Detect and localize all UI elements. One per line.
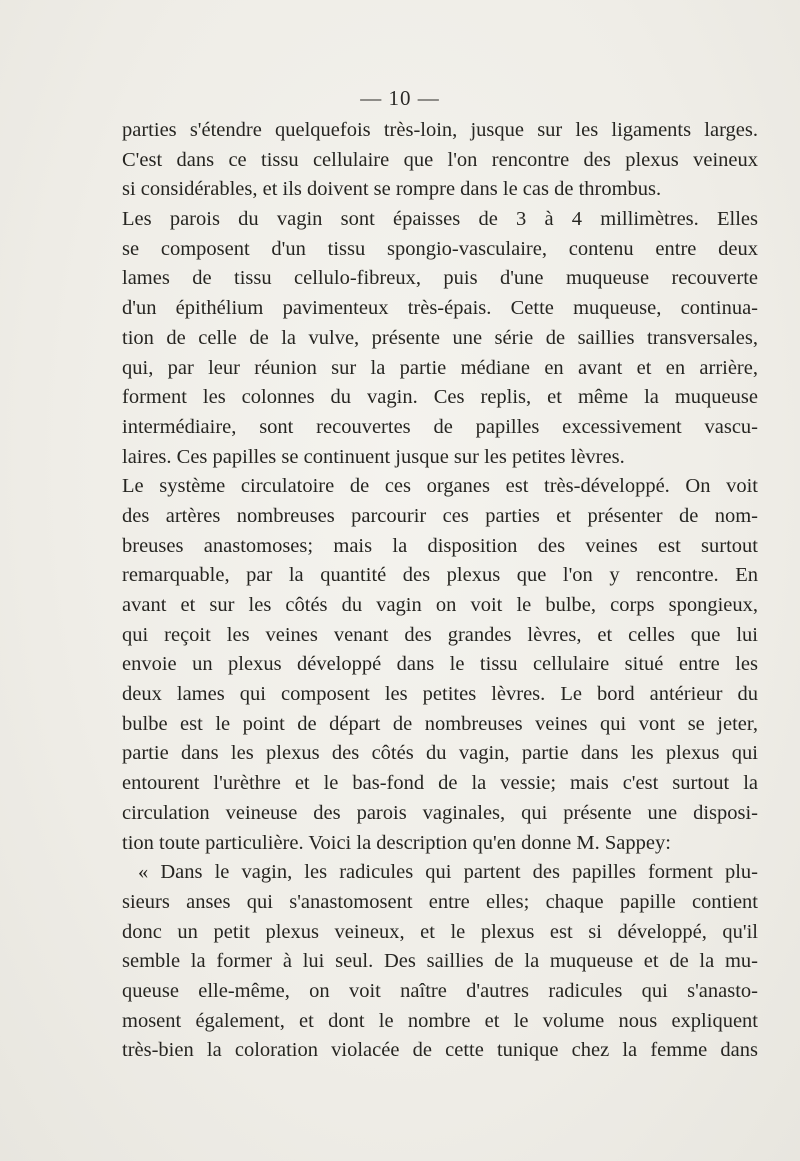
- text-line: mosent également, et dont le nombre et le volume nous expliquent: [122, 1009, 758, 1032]
- text-line: envoie un plexus développé dans le tissu cellulaire situé entre les: [122, 653, 758, 676]
- text-line: si considérables, et ils doivent se rompre dans le cas de thrombus.: [122, 178, 662, 201]
- text-line: laires. Ces papilles se continuent jusque sur les petites lèvres.: [122, 445, 625, 468]
- text-line: C'est dans ce tissu cellulaire que l'on rencontre des plexus veineux: [122, 148, 758, 171]
- text-line: Les parois du vagin sont épaisses de 3 à 4 millimètres. Elles: [122, 208, 758, 231]
- page-number: — 10 —: [360, 86, 440, 110]
- text-line: bulbe est le point de départ de nombreuses veines qui vont se jeter,: [122, 712, 758, 735]
- text-line: Le système circulatoire de ces organes est très-développé. On voit: [122, 475, 758, 498]
- text-line: remarquable, par la quantité des plexus que l'on y rencontre. En: [122, 564, 758, 587]
- text-line: avant et sur les côtés du vagin on voit le bulbe, corps spongieux,: [122, 594, 758, 616]
- text-line: qui, par leur réunion sur la partie médiane en avant et en arrière,: [122, 356, 758, 379]
- text-line: queuse elle-même, on voit naître d'autres radicules qui s'anasto-: [122, 979, 758, 1002]
- text-line: des artères nombreuses parcourir ces parties et présenter de nom-: [122, 504, 758, 527]
- text-line: breuses anastomoses; mais la disposition des veines est surtout: [122, 534, 758, 557]
- text-line: parties s'étendre quelquefois très-loin, jusque sur les ligaments larges.: [122, 119, 758, 141]
- text-line: qui reçoit les veines venant des grandes lèvres, et celles que lui: [122, 623, 758, 646]
- text-line: partie dans les plexus des côtés du vagin, partie dans les plexus qui: [122, 742, 758, 765]
- text-line: semble la former à lui seul. Des saillies de la muqueuse et de la mu-: [122, 950, 758, 973]
- text-line: tion toute particulière. Voici la description qu'en donne M. Sappey:: [122, 831, 671, 854]
- text-line: « Dans le vagin, les radicules qui partent des papilles forment plu-: [138, 861, 758, 884]
- body-text: [122, 116, 758, 1066]
- text-line: se composent d'un tissu spongio-vasculaire, contenu entre deux: [122, 237, 758, 260]
- text-line: intermédiaire, sont recouvertes de papilles excessivement vascu-: [122, 415, 758, 438]
- text-line: lames de tissu cellulo-fibreux, puis d'une muqueuse recouverte: [122, 267, 758, 290]
- text-line: deux lames qui composent les petites lèvres. Le bord antérieur du: [122, 683, 758, 706]
- text-line: forment les colonnes du vagin. Ces replis, et même la muqueuse: [122, 386, 758, 409]
- text-line: donc un petit plexus veineux, et le plexus est si développé, qu'il: [122, 920, 758, 943]
- text-line: tion de celle de la vulve, présente une série de saillies transversales,: [122, 326, 758, 349]
- text-line: très-bien la coloration violacée de cette tunique chez la femme dans: [122, 1039, 758, 1062]
- text-line: entourent l'urèthre et le bas-fond de la vessie; mais c'est surtout la: [122, 772, 758, 795]
- text-line: circulation veineuse des parois vaginales, qui présente une disposi-: [122, 801, 758, 824]
- text-line: d'un épithélium pavimenteux très-épais. Cette muqueuse, continua-: [122, 297, 758, 320]
- text-line: sieurs anses qui s'anastomosent entre elles; chaque papille contient: [122, 890, 758, 913]
